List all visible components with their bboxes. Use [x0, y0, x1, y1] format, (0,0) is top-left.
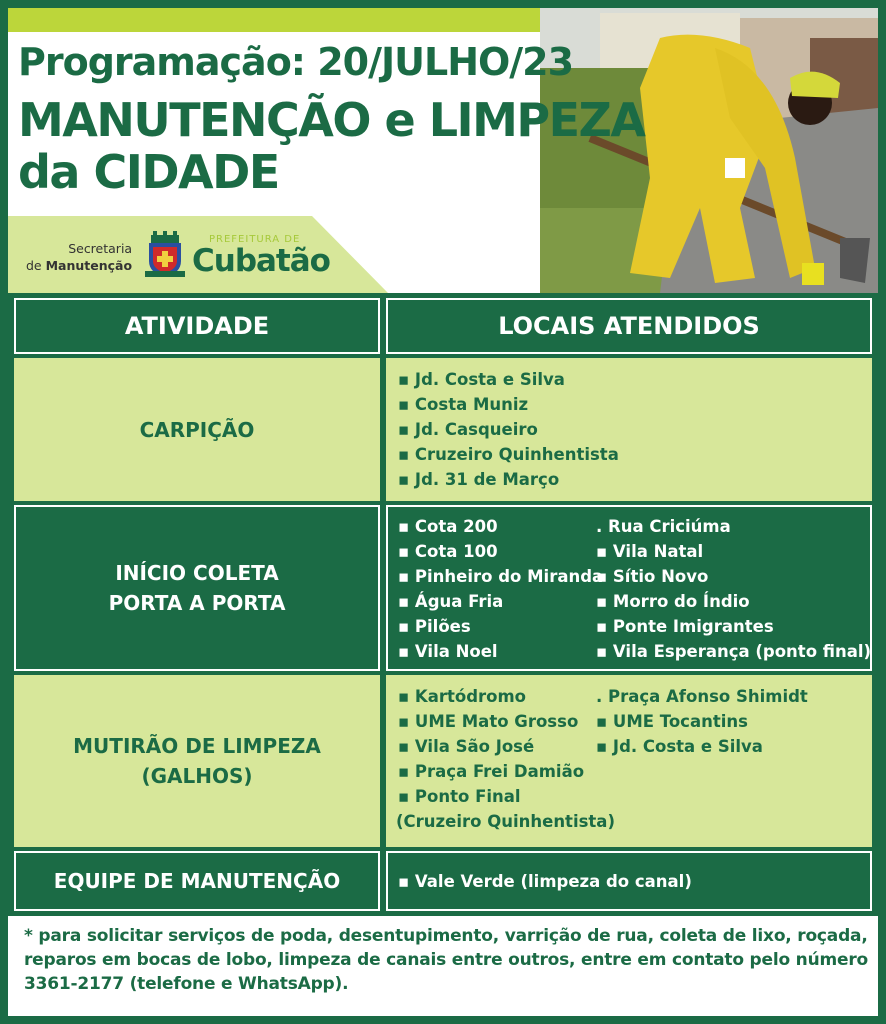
- location-item: ▪ Jd. Costa e Silva: [596, 737, 763, 756]
- city-crest-icon: [143, 231, 187, 279]
- activity-line: EQUIPE DE MANUTENÇÃO: [53, 869, 341, 893]
- location-item: ▪ Água Fria: [398, 592, 504, 611]
- activity-name: [54, 866, 340, 896]
- locations-list: [398, 367, 619, 492]
- locations-list-left: [398, 514, 603, 664]
- location-item: ▪ UME Mato Grosso: [398, 712, 579, 731]
- activity-cell: [14, 851, 380, 911]
- location-item: (Cruzeiro Quinhentista): [396, 812, 615, 831]
- location-item: ▪ Jd. Casqueiro: [398, 420, 538, 439]
- secretaria-name: Manutenção: [45, 258, 133, 273]
- location-item: ▪ Ponto Final: [398, 787, 521, 806]
- location-item: ▪ Ponte Imigrantes: [596, 617, 774, 636]
- location-item: ▪ Praça Frei Damião: [398, 762, 585, 781]
- location-item: ▪ Cruzeiro Quinhentista: [398, 445, 619, 464]
- secretaria-label: [26, 240, 132, 274]
- locations-list-right: [596, 684, 808, 759]
- locations-list-right: [596, 514, 871, 664]
- activity-cell: [14, 358, 380, 501]
- location-item: ▪ Jd. 31 de Março: [398, 470, 560, 489]
- top-accent-bar: [8, 8, 618, 32]
- activity-line: (GALHOS): [141, 764, 253, 788]
- location-item: ▪ Pilões: [398, 617, 471, 636]
- activity-line: PORTA A PORTA: [108, 591, 286, 615]
- location-item: ▪ Vila Noel: [398, 642, 498, 661]
- activity-cell: [14, 505, 380, 671]
- header-locais: LOCAIS ATENDIDOS: [386, 298, 872, 354]
- location-item: ▪ Kartódromo: [398, 687, 527, 706]
- locations-cell: [386, 851, 872, 911]
- main-title-line2: da CIDADE: [18, 145, 279, 199]
- date-title: Programação: 20/JULHO/23: [18, 40, 574, 84]
- locations-list: [398, 869, 692, 894]
- location-item: ▪ Vila São José: [398, 737, 535, 756]
- location-item: . Rua Criciúma: [596, 517, 731, 536]
- prefeitura-small-label: PREFEITURA DE: [209, 234, 301, 245]
- secretaria-prefix: de: [26, 258, 42, 273]
- location-item: ▪ Vila Esperança (ponto final): [596, 642, 872, 661]
- locations-list-left: [398, 684, 615, 834]
- worker-photo: [540, 8, 878, 293]
- cubatao-logo-text: Cubatão: [192, 243, 330, 279]
- secretaria-line1: Secretaria: [68, 241, 133, 256]
- location-item: ▪ Cota 100: [398, 542, 498, 561]
- location-item: . Praça Afonso Shimidt: [596, 687, 808, 706]
- locations-cell: [386, 675, 872, 847]
- activity-line: INÍCIO COLETA: [115, 561, 279, 585]
- activity-name: [140, 415, 255, 445]
- locations-cell: [386, 505, 872, 671]
- contact-footnote: * para solicitar serviços de poda, desentupimento, varrição de rua, coleta de lixo, roçada, reparos em bocas de lobo, limpeza de canais entre outros, entre em contato pelo número 3361-2177 (telefone e WhatsApp).: [24, 926, 868, 994]
- activity-cell: [14, 675, 380, 847]
- locations-cell: [386, 358, 872, 501]
- activity-name: [109, 558, 286, 618]
- location-item: ▪ UME Tocantins: [596, 712, 748, 731]
- location-item: ▪ Costa Muniz: [398, 395, 529, 414]
- header-atividade: ATIVIDADE: [14, 298, 380, 354]
- secretaria-line2: [26, 257, 132, 274]
- location-item: ▪ Pinheiro do Miranda: [398, 567, 604, 586]
- activity-line: CARPIÇÃO: [139, 417, 255, 442]
- location-item: ▪ Vila Natal: [596, 542, 704, 561]
- location-item: ▪ Cota 200: [398, 517, 498, 536]
- activity-line: MUTIRÃO DE LIMPEZA: [73, 734, 321, 758]
- location-item: ▪ Jd. Costa e Silva: [398, 370, 565, 389]
- location-item: ▪ Sítio Novo: [596, 567, 709, 586]
- activity-name: [73, 731, 321, 791]
- main-title-line1: MANUTENÇÃO e LIMPEZA: [18, 93, 645, 147]
- location-item: ▪ Vale Verde (limpeza do canal): [398, 872, 692, 891]
- location-item: ▪ Morro do Índio: [596, 592, 750, 611]
